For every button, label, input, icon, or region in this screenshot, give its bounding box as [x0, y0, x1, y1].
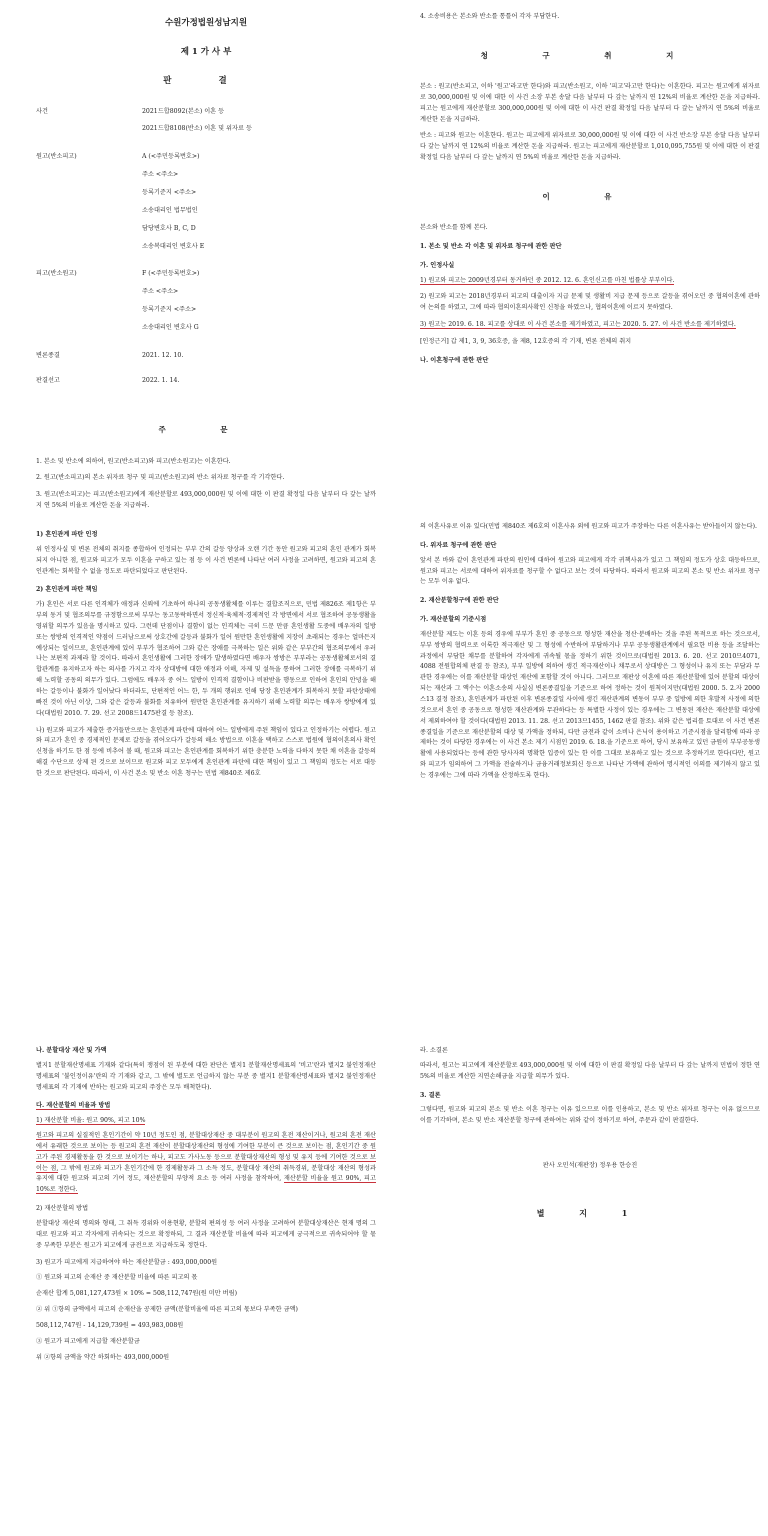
party-key: 변론종결 — [36, 351, 60, 359]
heading-underlined: 다. 재산분할의 비율과 방법 — [36, 1102, 111, 1110]
party-values — [142, 107, 376, 143]
heading: 2) 재산분할의 방법 — [36, 1205, 89, 1213]
right-mid-section — [420, 522, 760, 788]
paragraph: 의 이혼사유로 이유 있다(민법 제840조 제6호의 이혼사유 외에 원고와 피고가 주장하는 다른 이혼사유는 받아들이지 않는다). — [420, 523, 757, 530]
ratio-line: 1) 재산분할 비율: 원고 90%, 피고 10% — [36, 1117, 146, 1125]
calc-line: ② 위 ①항의 금액에서 피고의 순재산을 공제한 금액(분할비율에 따른 피고의 몫보다 부족한 금액) — [36, 1306, 298, 1314]
left-mid-section — [36, 522, 376, 786]
party-values — [142, 152, 376, 259]
party-key: 사건 — [36, 107, 48, 115]
paragraph: 위 인정사실 및 변론 전체의 취지를 종합하여 인정되는 부부 간의 갈등 양상과 오랜 기간 동안 원고와 피고의 혼인 관계가 회복되지 아니한 점, 원고와 피고가 모두 이혼을 구하고 있는 점 등 이 사건 변론에 나타난 여러 사정을 고려하면, 원고와 피고의 혼인관계는 회복할 수 없을 정도로 파탄되었다고 판단된다. — [36, 545, 376, 575]
division-name: 제 1 가 사 부 — [180, 46, 232, 57]
party-values — [142, 351, 376, 369]
doc-type: 판 결 — [163, 75, 249, 86]
paragraph: 나) 원고와 피고가 제출한 증거들만으로는 혼인관계 파탄에 대하여 어느 일방에게 주된 책임이 있다고 인정하기는 어렵다. 원고와 피고가 혼인 중 경제적인 문제로 갈등을 겪어오다가 갈등의 해소 방법으로 이혼을 택하고 스스로 법원에 협의이혼의사 확인 신청을 하기도 한 점 등에 비추어 볼 때, 원고와 피고는 혼인관계를 회복하기 위한 충분한 노력을 다하지 못한 채 이혼을 갈등의 해결 수단으로 상제 된 것으로 보이므로 원고와 피고 모두에게 혼인관계 파탄에 대한 책임이 있고 그 책임의 정도는 서로 대등한 것으로 판단된다. 따라서, 이 사건 본소 및 반소 이혼 청구는 민법 제840조 제6호 — [36, 726, 376, 777]
left-bottom-section — [36, 1038, 376, 1368]
party-value: 2021드합8108(반소) 이혼 및 위자료 등 — [142, 125, 252, 133]
heading: 1) 혼인관계 파탄 인정 — [36, 531, 98, 538]
order-list — [36, 457, 376, 512]
heading: 라. 소결론 — [420, 1047, 448, 1054]
heading: 나. 이혼청구에 관한 판단 — [420, 356, 489, 364]
party-value: 등록기준지 <주소> — [142, 306, 197, 314]
paragraph: 따라서, 원고는 피고에게 재산분할로 493,000,000원 및 이에 대한 이 판결 확정일 다음 날부터 다 갚는 날까지 민법이 정한 연 5%의 비율로 계산한 지연손해금을 지급할 의무가 있다. — [420, 1061, 760, 1080]
paragraph: 그렇다면, 원고와 피고의 본소 및 반소 이혼 청구는 이유 있으므로 이를 인용하고, 본소 및 반소 위자료 청구는 이유 없으므로 이를 기각하며, 본소 및 반소 재산분할 청구에 관하여는 위와 같이 정하기로 하여, 주문과 같이 판결한다. — [420, 1106, 760, 1125]
basis: [인정근거] 갑 제1, 3, 9, 36호증, 을 제8, 12호증의 각 기재, 변론 전체의 취지 — [420, 337, 632, 345]
annex-title: 별 지 1 — [536, 1207, 644, 1218]
party-row — [36, 152, 376, 259]
heading: 1. 본소 및 반소 각 이혼 및 위자료 청구에 관한 판단 — [420, 242, 562, 250]
calc-line: ③ 원고가 피고에게 지급할 재산분할금 — [36, 1337, 140, 1345]
heading: 가. 인정사실 — [420, 261, 455, 269]
heading: 다. 위자료 청구에 관한 판단 — [420, 541, 497, 549]
order-item: 1. 본소 및 반소에 의하여, 원고(반소피고)와 피고(반소원고)는 이혼한다. — [36, 457, 231, 465]
heading: 2. 재산분할청구에 관한 판단 — [420, 597, 499, 605]
paragraph: 별지1 분할재산명세표 기재와 같다(특히 쟁점이 된 부분에 대한 판단은 별지1 분할재산명세표의 '비고'란과 별지2 불인정재산명세표의 '불인정이유'란의 각 기재와 같고, 그 밖에 별도로 언급하지 않는 부분 중 별지1 분할재산명세표와 별지2 불인정재산명세표의 각 기재에 반하는 원고와 피고의 주장은 모두 배척한다). — [36, 1061, 376, 1091]
party-key: 원고(반소피고) — [36, 153, 77, 161]
party-key: 피고(반소원고) — [36, 270, 77, 278]
heading: 나. 분할대상 재산 및 가액 — [36, 1047, 107, 1054]
highlighted-text: 원고와 피고의 실질적인 혼인기간이 약 10년 정도인 점, 분할대상재산 중 대부분이 원고의 혼전 재산이거나, 원고의 혼전 재산에서 유래한 것으로 보이는 등 원고의 혼전 재산이 분할대상재산의 형성에 기여한 부분이 큰 것으로 보이는 점, 혼인기간 중 원고가 주된 경제활동을 한 것으로 보이기는 하나, 피고도 가사노동 등으로 분할대상재산의 형성 및 유지 등에 기여한 것으로 보이는 점, — [36, 1132, 376, 1172]
calc-line: 508,112,747원 - 14,129,739원 = 493,983,008원 — [36, 1321, 184, 1329]
paragraph — [36, 1131, 376, 1196]
heading: 가. 재산분할의 기준시점 — [420, 616, 487, 624]
paragraph: 본소 : 원고(반소피고, 이하 '원고'라고만 한다)와 피고(반소원고, 이하 '피고'라고만 한다)는 이혼한다. 피고는 원고에게 위자료로 30,000,000원 및 이에 대한 이 사건 소장 부본 송달 다음 날부터 다 갚는 날까지 연 12%의 비율로 계산한 돈을 지급하라. 피고는 원고에게 재산분할로 300,000,000원 및 이에 대한 이 사건 판결 확정일 다음 날부터 다 갚는 날까지 연 5%의 비율로 계산한 돈을 지급하라. — [420, 82, 760, 123]
highlighted-conclusion: 재산분할 비율을 원고 90%, 피고 10%로 정한다. — [36, 1175, 376, 1194]
order-title: 주 문 — [158, 425, 254, 435]
heading: 3. 결론 — [420, 1091, 441, 1099]
calc-line: 순재산 합계 5,081,127,473원 × 10% = 508,112,747원(원 미만 버림) — [36, 1290, 238, 1298]
fact-2: 2) 원고와 피고는 2018년경부터 피고의 대출이자 지급 문제 및 생활비 지급 문제 등으로 갈등을 겪어오던 중 협의이혼에 관하여 논의를 하였고, 그에 따라 협의이혼의사확인 신청을 하였으나, 협의이혼에 이르지 못하였다. — [420, 293, 760, 312]
party-values — [142, 269, 376, 340]
right-top-section — [420, 12, 760, 371]
paragraph: 본소와 반소를 함께 본다. — [420, 224, 488, 231]
calculation-list — [36, 1258, 376, 1364]
paragraph: 앞서 본 바와 같이 혼인관계 파탄의 원인에 대하여 원고와 피고에게 각각 귀책사유가 있고 그 책임의 정도가 상호 대등하므로, 원고와 피고는 서로에 대하여 위자료를 청구할 수 없다고 보는 것이 타당하다. 따라서 원고와 피고의 본소 및 반소 위자료 청구는 모두 이유 없다. — [420, 556, 760, 586]
claim-title: 청 구 취 지 — [480, 50, 700, 60]
party-value: 2022. 1. 14. — [142, 376, 180, 384]
order-item: 2. 원고(반소피고)의 본소 위자료 청구 및 피고(반소원고)의 반소 위자료 청구를 각 기각한다. — [36, 474, 285, 482]
paragraph: 가) 혼인은 서로 다른 인격체가 애정과 신뢰에 기초하여 하나의 공동생활체를 이루는 결합조직으로, 민법 제826조 제1항은 부부의 동거 및 협조의무를 규정함으로써 부부는 동고동락하면서 정신적·육체적·경제적인 각 방면에서 서로 협조하여 공동생활을 영위할 의무가 있음을 명시하고 있다. 그런데 단점이나 결함이 없는 인격체는 극히 드문 만큼 혼인생활 도중에 배우자의 일방 또는 쌍방의 인격적인 약점이 드러남으로써 상호간에 갈등과 불화가 일어 원만한 혼인생활에 지장이 초래되는 경우는 얼마든지 예상되는 일이므로, 혼인관계에 있어 부부가 협조하여 그와 같은 장애를 극복하는 일은 위와 같은 부부간의 협조의무에서 우러나는 보편적 과제라 할 것이다. 따라서 혼인생활에 그러한 장애가 발생하였다면 배우자 쌍방은 부부라는 공동생활체로서의 결합관계를 유지하고자 하는 의사를 가지고 각자 상대방에 대한 애정과 이해, 자제 및 설득을 통하여 그러한 장애를 극복하기 위해 노력할 공동의 의무가 있다. 그럼에도 배우자 중 어느 일방이 인격적 결함이나 비판받을 행동으로 인하여 혼인의 안녕을 해하는 갈등이나 불화가 일어났다 하더라도, 단편적인 어느 한, 두 개의 행위로 인해 당장 혼인관계가 회복하지 못할 파탄상태에 빠진 것이 아닌 이상, 그와 같은 갈등과 불화를 치유하여 원만한 혼인관계를 유지하기 위해 노력할 의무는 배우자 쌍방에게 있다(대법원 2010. 7. 29. 선고 2008드1475판결 등 참조). — [36, 601, 376, 717]
parties-table — [36, 107, 376, 394]
party-value: 주소 <주소> — [142, 171, 179, 179]
party-value: 담당변호사 B, C, D — [142, 224, 196, 232]
party-value: A (<주민등록번호>) — [142, 153, 200, 161]
court-name: 수원가정법원성남지원 — [164, 18, 248, 28]
paragraph: 반소 : 피고와 원고는 이혼한다. 원고는 피고에게 위자료로 30,000,000원 및 이에 대한 이 사건 반소장 부본 송달 다음 날부터 다 갚는 날까지 연 12%의 비율로 계산한 돈을 지급하라. 원고는 피고에게 재산분할로 1,010,095,755원 및 이에 대한 이 판결 확정일 다음 날부터 다 갚는 날까지 연 5%의 비율로 계산한 돈을 지급하라. — [420, 132, 760, 162]
plain-text: 그 밖에 원고와 피고가 혼인기간에 한 경제활동과 그 소득 정도, 분할대상 재산의 취득경위, 분할대상 재산의 형성과 유지에 대한 원고와 피고의 기여 정도, 재산분할의 부양적 요소 등 여러 사정을 참작하여, — [36, 1164, 376, 1183]
party-value: 소송대리인 변호사 G — [142, 323, 199, 331]
calc-line: 위 ②항의 금액을 약간 하회하는 493,000,000원 — [36, 1353, 170, 1361]
party-row — [36, 269, 376, 340]
party-row — [36, 376, 376, 394]
party-value: 소송복대리인 변호사 E — [142, 242, 205, 250]
party-row — [36, 107, 376, 143]
fact-1: 1) 원고와 피고는 2009년경부터 동거하던 중 2012. 12. 6. 혼인신고를 마친 법률상 부부이다. — [420, 276, 675, 284]
right-bottom-section — [420, 1038, 760, 1220]
party-value: 등록기준지 <주소> — [142, 189, 197, 196]
paragraph: 분할대상 재산의 명의와 형태, 그 취득 경위와 이용현황, 분할의 편의성 등 여러 사정을 고려하여 분할대상재산은 현재 명의 그대로 원고와 피고 각자에게 귀속되는 것으로 확정하되, 그 결과 재산분할 비율에 따라 피고에게 궁극적으로 귀속되어야 할 몫 중 부족한 부분은 원고가 피고에게 금전으로 지급하도록 정한다. — [36, 1219, 376, 1249]
party-value: 2021드합8092(본소) 이혼 등 — [142, 107, 225, 115]
judges: 판사 오민석(재판장) 정우용 한승진 — [542, 1162, 638, 1170]
party-value: 주소 <주소> — [142, 288, 179, 296]
judgment-header-section — [36, 16, 376, 518]
party-key: 판결선고 — [36, 376, 60, 384]
calc-line: ① 원고와 피고의 순재산 중 재산분할 비율에 따른 피고의 몫 — [36, 1274, 198, 1282]
party-row — [36, 351, 376, 369]
fact-3: 3) 원고는 2019. 6. 18. 피고를 상대로 이 사건 본소를 제기하였고, 피고는 2020. 5. 27. 이 사건 반소를 제기하였다. — [420, 321, 736, 329]
party-value: 소송대리인 법무법인 — [142, 206, 198, 214]
party-value: F (<주민등록번호>) — [142, 270, 200, 278]
paragraph: 4. 소송비용은 본소와 반소를 통틀어 각자 부담한다. — [420, 13, 560, 20]
paragraph: 재산분할 제도는 이혼 등의 경우에 부부가 혼인 중 공동으로 형성한 재산을 청산·분배하는 것을 주된 목적으로 하는 것으로서, 부부 쌍방의 협력으로 이룩한 적극재산 및 그 형성에 수반하여 부담하거나 부부 공동생활관계에서 필요한 비용 등을 조달하는 과정에서 부담한 채무를 분할하여 각자에게 귀속될 몫을 정하기 위한 것이므로(대법원 2013. 6. 20. 선고 2010므4071, 4088 전원합의체 판결 등 참조), 부부 일방에 의하여 생긴 적극재산이나 채무로서 상대방은 그 형성이나 유지 또는 부담과 무관한 경우에는 이를 재산분할 대상인 재산에 포함할 것이 아니다. 그러므로 재판상 이혼에 따른 재산분할에 있어 분할의 대상이 되는 재산과 그 액수는 이혼소송의 사실심 변론종결일을 기준으로 하여 정하는 것이 원칙이지만(대법원 2000. 5. 2.자 2000스13 결정 참조), 혼인관계가 파탄된 이후 변론종결일 사이에 생긴 재산관계의 변동이 부부 중 일방에 의한 후발적 사정에 의한 것으로서 혼인 중 공동으로 형성한 재산관계와 무관하다는 등 특별한 사정이 있는 경우에는 그 변동된 재산은 재산분할 대상에서 제외하여야 할 것이다(대법원 2013. 11. 28. 선고 2013므1455, 1462 판결 참조). 위와 같은 법리를 토대로 이 사건 변론종결일을 기준으로 재산분할의 대상 및 가액을 정하되, 다만 금전과 같이 소비나 은닉이 용이하고 기준시점을 달리함에 따라 공제하는 것이 타당한 경우에는 이 사건 본소 제기 시점인 2019. 6. 18.을 기준으로 하여, 당시 보유하고 있던 금원이 부부공동생활에 사용되었다는 등에 관한 당사자의 명확한 입증이 있는 한 이를 그대로 보유하고 있는 것으로 추정하기로 한다(다만, 원고와 피고가 임의하여 그 가액을 전술하거나 금융거래정보회신 등으로 나타난 가액에 관하여 명시적인 이의를 제기하지 않고 있는 경우에는 그에 따라 가액을 산정하도록 한다). — [420, 630, 760, 779]
heading: 2) 혼인관계 파탄 책임 — [36, 586, 98, 594]
order-item: 3. 원고(반소피고)는 피고(반소원고)에게 재산분할로 493,000,000원 및 이에 대한 이 판결 확정일 다음 날부터 다 갚는 날까지 연 5%의 비율로 계산한 돈을 지급하라. — [36, 491, 376, 510]
reason-title: 이 유 — [542, 191, 638, 201]
party-value: 2021. 12. 10. — [142, 351, 184, 359]
calc-line: 3) 원고가 피고에게 지급하여야 하는 재산분할금 : 493,000,000원 — [36, 1258, 218, 1266]
party-values — [142, 376, 376, 394]
